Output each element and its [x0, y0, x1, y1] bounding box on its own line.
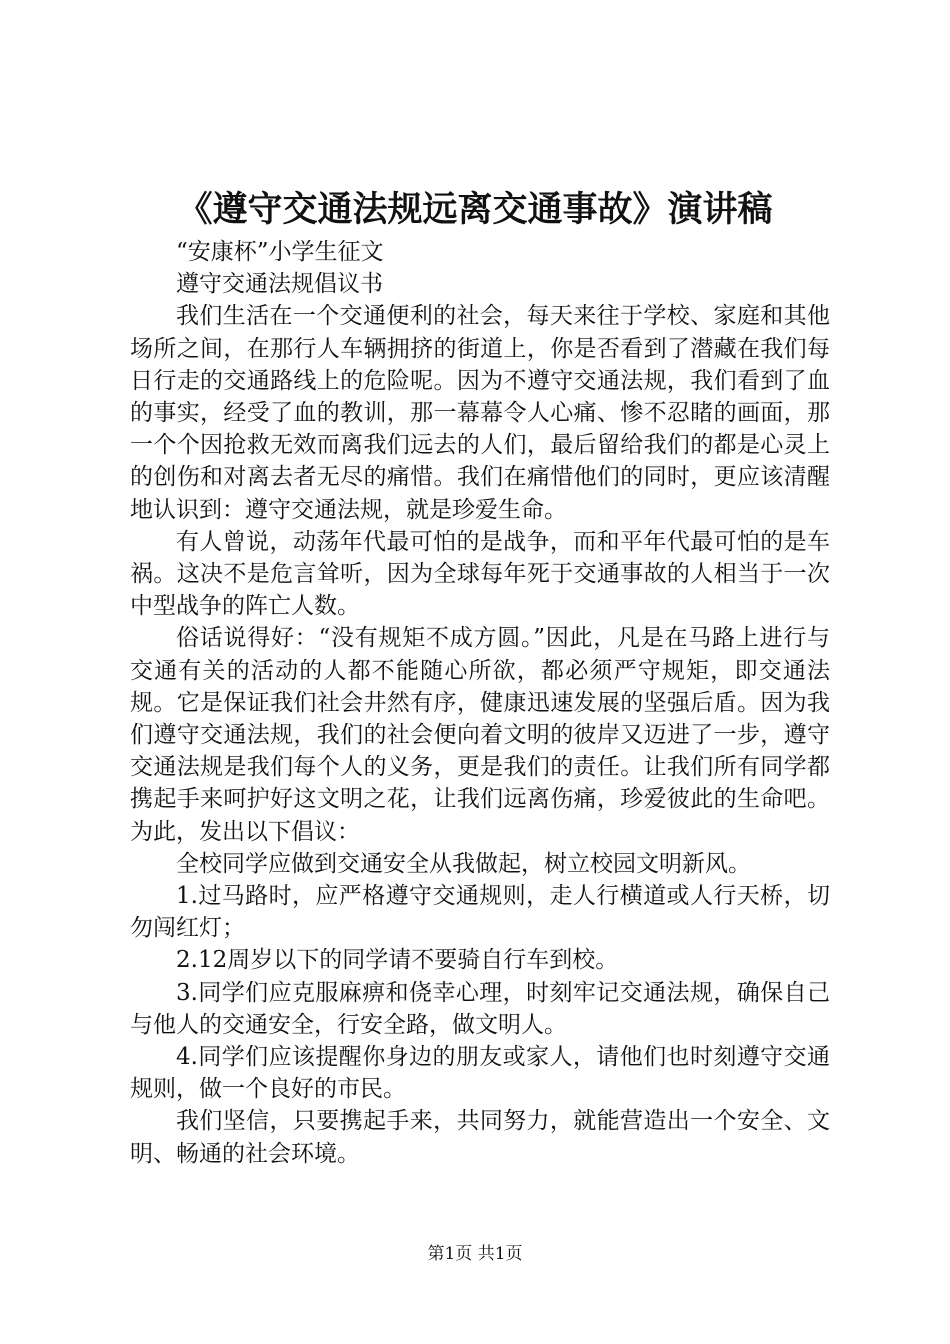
paragraph-subtitle-proposal: 遵守交通法规倡议书 [176, 271, 383, 298]
paragraph-war-comparison: 有人曾说，动荡年代最可怕的是战争，而和平年代最可怕的是车祸。这决不是危言耸听，因为全球每年死于交通事故的人相当于一次中型战争的阵亡人数。 [130, 528, 830, 620]
proposal-item-1: 1.过马路时，应严格遵守交通规则，走人行横道或人行天桥，切勿闯红灯； [130, 883, 830, 942]
proposal-item-2: 2.12周岁以下的同学请不要骑自行车到校。 [176, 947, 619, 974]
paragraph-conclusion: 我们坚信，只要携起手来，共同努力，就能营造出一个安全、文明、畅通的社会环境。 [130, 1108, 830, 1167]
document-title: 《遵守交通法规远离交通事故》演讲稿 [177, 189, 773, 230]
paragraph-rules-proverb: 俗话说得好：“没有规矩不成方圆。”因此，凡是在马路上进行与交通有关的活动的人都不能随心所欲，都必须严守规矩，即交通法规。它是保证我们社会井然有序，健康迅速发展的坚强后盾。因为我们遵守交通法规，我们的社会便向着文明的彼岸又迈进了一步，遵守交通法规是我们每个人的义务，更是我们的责任。让我们所有同学都携起手来呵护好这文明之花，让我们远离伤痛，珍爱彼此的生命吧。为此，发出以下倡议： [130, 625, 830, 845]
page-number-footer: 第1页 共1页 [427, 1244, 523, 1264]
proposal-item-3: 3.同学们应克服麻痹和侥幸心理，时刻牢记交通法规，确保自己与他人的交通安全，行安全路，做文明人。 [130, 979, 830, 1038]
proposal-item-4: 4.同学们应该提醒你身边的朋友或家人，请他们也时刻遵守交通规则，做一个良好的市民。 [130, 1044, 830, 1103]
paragraph-intro: 我们生活在一个交通便利的社会，每天来往于学校、家庭和其他场所之间，在那行人车辆拥挤的街道上，你是否看到了潜藏在我们每日行走的交通路线上的危险呢。因为不遵守交通法规，我们看到了血的事实，经受了血的教训，那一幕幕令人心痛、惨不忍睹的画面，那一个个因抢救无效而离我们远去的人们，最后留给我们的都是心灵上的创伤和对离去者无尽的痛惜。我们在痛惜他们的同时，更应该清醒地认识到：遵守交通法规，就是珍爱生命。 [130, 303, 830, 523]
document-body [130, 236, 830, 1170]
paragraph-subtitle-contest: “安康杯”小学生征文 [176, 239, 384, 265]
paragraph-school-call: 全校同学应做到交通安全从我做起，树立校园文明新风。 [176, 850, 751, 877]
